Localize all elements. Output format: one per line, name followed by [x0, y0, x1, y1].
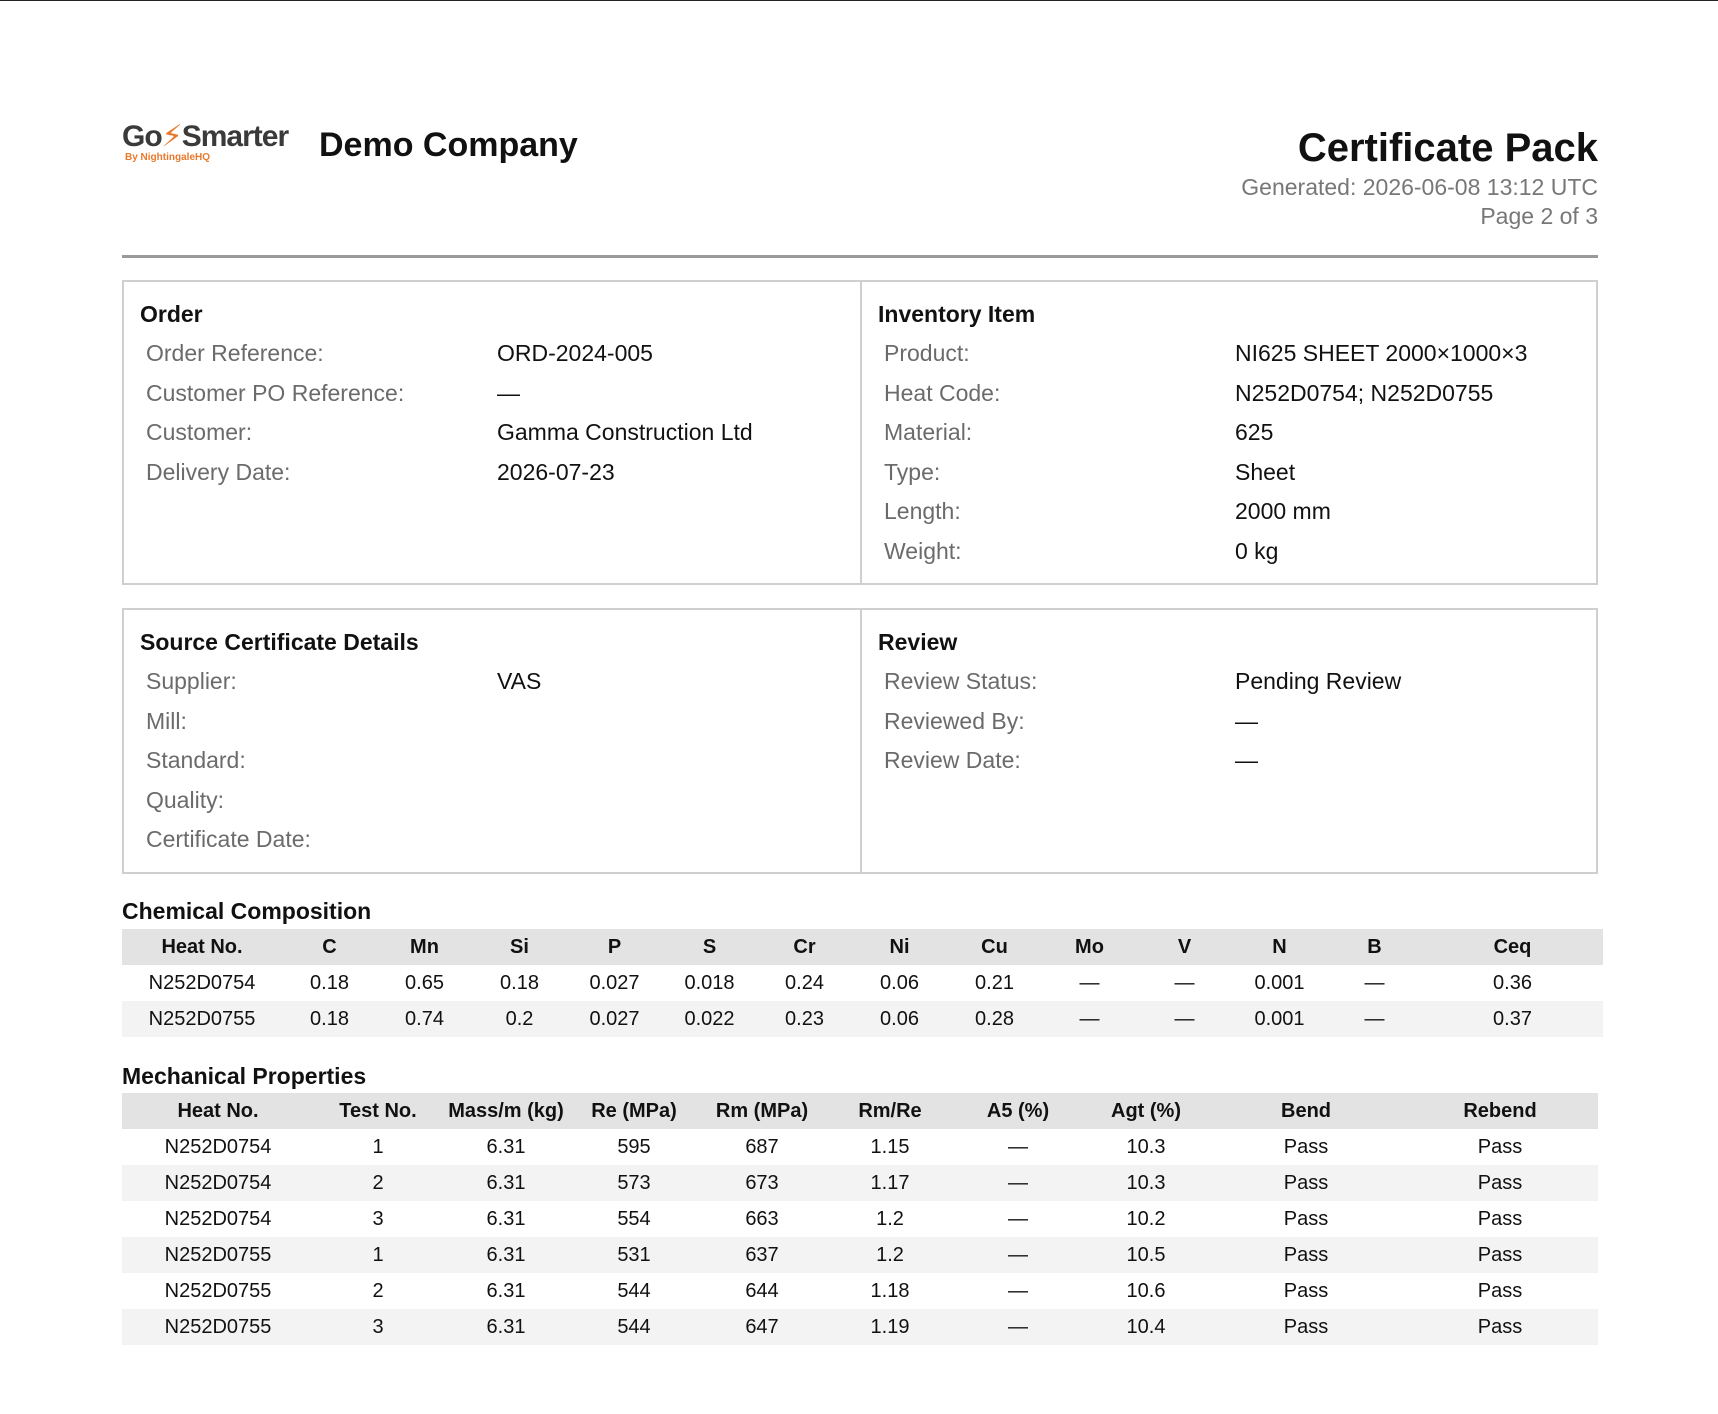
weight-row	[878, 532, 1580, 572]
document-title: Certificate Pack	[1297, 126, 1598, 170]
table-cell: —	[954, 1165, 1082, 1201]
table-cell: 0.06	[880, 971, 919, 994]
order-panel	[124, 282, 860, 583]
panel-row-order-inventory	[122, 280, 1598, 585]
table-cell: Pass	[1477, 1207, 1523, 1230]
field-label: Heat Code:	[884, 379, 1001, 406]
table-cell: 2	[372, 1279, 384, 1302]
table-row	[122, 1165, 1598, 1201]
table-cell: 647	[698, 1309, 826, 1345]
logo-text-smarter: Smarter	[181, 120, 289, 153]
field-value: Pending Review	[1235, 668, 1402, 694]
logo-text-go: Go	[122, 120, 162, 153]
field-value: 0 kg	[1235, 537, 1279, 564]
material-row	[878, 413, 1580, 453]
review-date-row	[878, 741, 1580, 781]
customer-row	[140, 413, 844, 453]
table-cell: 0.37	[1422, 1001, 1603, 1037]
field-label: Review Date:	[884, 747, 1021, 773]
column-header: Cr	[757, 929, 852, 965]
table-cell: N252D0755	[122, 1001, 282, 1037]
table-cell: —	[1042, 1001, 1137, 1037]
column-header: C	[282, 929, 377, 965]
chemical-composition-table	[122, 929, 1603, 1037]
table-cell: 10.5	[1082, 1237, 1210, 1273]
table-cell: —	[1364, 971, 1385, 994]
column-header: Rebend	[1402, 1093, 1598, 1129]
table-cell: N252D0754	[122, 1165, 314, 1201]
mechanical-properties-table	[122, 1093, 1598, 1345]
supplier-row	[140, 662, 844, 702]
column-header: N	[1232, 929, 1327, 965]
column-header: B	[1327, 929, 1422, 965]
table-cell: 1	[372, 1135, 384, 1158]
chemical-composition-title: Chemical Composition	[122, 898, 372, 924]
field-value: —	[497, 379, 520, 406]
product-row	[878, 334, 1580, 374]
table-cell: Pass	[1210, 1165, 1402, 1201]
column-header: S	[662, 929, 757, 965]
table-cell: 1	[314, 1237, 442, 1273]
column-header: Si	[472, 929, 567, 965]
field-label: Customer:	[146, 419, 253, 445]
table-row	[122, 1201, 1598, 1237]
column-header: P	[567, 929, 662, 965]
table-cell: 0.027	[589, 971, 640, 994]
table-cell: 10.3	[1082, 1165, 1210, 1201]
table-cell: 6.31	[442, 1165, 570, 1201]
delivery-date-row	[140, 453, 844, 493]
table-row	[122, 1237, 1598, 1273]
mechanical-properties-title: Mechanical Properties	[122, 1063, 367, 1089]
table-cell: 6.31	[486, 1135, 526, 1158]
field-value: N252D0754; N252D0755	[1235, 379, 1494, 406]
table-cell: 0.23	[757, 1001, 852, 1037]
table-cell: 3	[314, 1309, 442, 1345]
column-header: Heat No.	[122, 929, 282, 965]
table-cell: 6.31	[486, 1279, 526, 1302]
table-cell: N252D0755	[164, 1279, 272, 1302]
table-row	[122, 1309, 1598, 1345]
table-cell: —	[1174, 971, 1195, 994]
table-cell: N252D0754	[148, 971, 256, 994]
table-cell: 663	[745, 1207, 779, 1230]
table-row	[122, 1001, 1603, 1037]
page-header	[122, 0, 1598, 260]
inventory-panel	[860, 282, 1596, 583]
table-cell: Pass	[1283, 1279, 1329, 1302]
field-label: Mill:	[146, 707, 187, 734]
table-cell: 0.18	[500, 971, 539, 994]
field-value: 625	[1235, 419, 1274, 445]
field-label: Standard:	[146, 747, 246, 773]
column-header: Heat No.	[122, 1093, 314, 1129]
table-cell: —	[1327, 1001, 1422, 1037]
column-header: Ni	[852, 929, 947, 965]
table-cell: —	[954, 1309, 1082, 1345]
table-cell: Pass	[1402, 1309, 1598, 1345]
field-label: Supplier:	[146, 668, 237, 694]
table-row	[122, 1273, 1598, 1309]
gosmarter-logo	[122, 122, 300, 166]
table-cell: Pass	[1477, 1279, 1523, 1302]
field-value: —	[1235, 707, 1258, 734]
table-cell: 1.15	[870, 1135, 910, 1158]
table-cell: —	[1008, 1135, 1028, 1158]
table-cell: 531	[570, 1237, 698, 1273]
table-cell: Pass	[1210, 1309, 1402, 1345]
column-header: Rm/Re	[826, 1093, 954, 1129]
table-cell: Pass	[1210, 1237, 1402, 1273]
logo-subtitle: By NightingaleHQ	[125, 152, 211, 163]
table-cell: 0.74	[377, 1001, 472, 1037]
table-cell: N252D0755	[122, 1309, 314, 1345]
table-cell: Pass	[1402, 1237, 1598, 1273]
standard-row	[140, 741, 844, 781]
length-row	[878, 492, 1580, 532]
table-cell: 0.018	[684, 971, 735, 994]
table-cell: N252D0755	[122, 1237, 314, 1273]
field-value: Gamma Construction Ltd	[497, 419, 753, 445]
table-cell: 544	[570, 1309, 698, 1345]
table-cell: 0.027	[567, 1001, 662, 1037]
column-header: Bend	[1210, 1093, 1402, 1129]
order-reference-row	[140, 334, 844, 374]
table-cell: Pass	[1283, 1207, 1329, 1230]
table-cell: 0.18	[282, 1001, 377, 1037]
field-label: Review Status:	[884, 668, 1038, 694]
field-label: Customer PO Reference:	[146, 379, 405, 406]
table-cell: —	[1137, 1001, 1232, 1037]
quality-row	[140, 781, 844, 821]
table-cell: 10.4	[1082, 1309, 1210, 1345]
field-value: VAS	[497, 668, 542, 694]
field-value: NI625 SHEET 2000×1000×3	[1235, 340, 1528, 366]
field-value: 2000 mm	[1235, 498, 1331, 524]
table-cell: 573	[570, 1165, 698, 1201]
customer-po-row	[140, 374, 844, 414]
table-row	[122, 965, 1603, 1001]
column-header: Mass/m (kg)	[442, 1093, 570, 1129]
company-name: Demo Company	[319, 126, 578, 164]
table-cell: —	[1008, 1207, 1028, 1230]
table-cell: 544	[617, 1279, 651, 1302]
field-label: Delivery Date:	[146, 458, 291, 485]
table-cell: 10.6	[1126, 1279, 1166, 1302]
table-cell: 2	[314, 1165, 442, 1201]
column-header: Agt (%)	[1082, 1093, 1210, 1129]
field-label: Length:	[884, 498, 961, 524]
table-cell: 0.18	[310, 971, 349, 994]
column-header: Mn	[377, 929, 472, 965]
review-status-row	[878, 662, 1580, 702]
table-cell: 0.06	[852, 1001, 947, 1037]
table-cell: 0.022	[662, 1001, 757, 1037]
header-divider	[122, 255, 1598, 258]
review-panel-title: Review	[878, 629, 958, 655]
panel-row-source-review	[122, 608, 1598, 874]
column-header: Mo	[1042, 929, 1137, 965]
table-cell: 10.3	[1126, 1135, 1166, 1158]
column-header: Re (MPa)	[570, 1093, 698, 1129]
reviewed-by-row	[878, 702, 1580, 742]
table-cell: 673	[698, 1165, 826, 1201]
field-label: Type:	[884, 458, 941, 485]
table-cell: 687	[745, 1135, 779, 1158]
review-panel	[860, 610, 1596, 872]
column-header: Cu	[947, 929, 1042, 965]
table-cell: 554	[617, 1207, 651, 1230]
field-label: Certificate Date:	[146, 826, 311, 852]
certificate-date-row	[140, 820, 844, 860]
table-cell: 1.2	[826, 1237, 954, 1273]
table-cell: Pass	[1402, 1165, 1598, 1201]
table-cell: N252D0754	[164, 1207, 272, 1230]
column-header: Ceq	[1422, 929, 1603, 965]
field-value: Sheet	[1235, 458, 1296, 485]
inventory-panel-title: Inventory Item	[878, 301, 1036, 327]
table-cell: 0.001	[1254, 971, 1305, 994]
table-cell: 595	[617, 1135, 651, 1158]
table-cell: 6.31	[442, 1237, 570, 1273]
table-cell: 6.31	[486, 1207, 526, 1230]
heat-code-row	[878, 374, 1580, 414]
column-header: A5 (%)	[954, 1093, 1082, 1129]
column-header: Test No.	[314, 1093, 442, 1129]
field-value: 2026-07-23	[497, 458, 615, 485]
table-cell: 637	[698, 1237, 826, 1273]
table-cell: 0.28	[947, 1001, 1042, 1037]
table-cell: 1.18	[870, 1279, 910, 1302]
table-cell: Pass	[1283, 1135, 1329, 1158]
table-cell: 0.2	[472, 1001, 567, 1037]
table-cell: N252D0754	[164, 1135, 272, 1158]
column-header: V	[1137, 929, 1232, 965]
field-label: Material:	[884, 419, 973, 445]
table-header-row	[122, 929, 1603, 965]
field-label: Weight:	[884, 537, 962, 564]
table-cell: 3	[372, 1207, 384, 1230]
type-row	[878, 453, 1580, 493]
page-number: Page 2 of 3	[1480, 203, 1598, 229]
bolt-icon: ⚡	[161, 120, 182, 153]
generated-timestamp: Generated: 2026-06-08 13:12 UTC	[1241, 174, 1598, 200]
table-cell: 0.001	[1232, 1001, 1327, 1037]
source-certificate-panel	[124, 610, 860, 872]
table-header-row	[122, 1093, 1598, 1129]
table-cell: 0.65	[405, 971, 444, 994]
field-value: —	[1235, 747, 1258, 773]
source-panel-title: Source Certificate Details	[140, 629, 419, 655]
table-cell: 644	[745, 1279, 779, 1302]
table-cell: —	[1079, 971, 1100, 994]
field-label: Order Reference:	[146, 340, 324, 366]
table-cell: 0.21	[975, 971, 1014, 994]
table-cell: 1.17	[826, 1165, 954, 1201]
certificate-page	[122, 0, 1598, 1338]
table-cell: 0.36	[1493, 971, 1532, 994]
table-row	[122, 1129, 1598, 1165]
logo-wordmark	[122, 122, 288, 152]
table-cell: —	[954, 1237, 1082, 1273]
column-header: Rm (MPa)	[698, 1093, 826, 1129]
table-cell: 0.24	[785, 971, 824, 994]
field-label: Quality:	[146, 786, 224, 813]
field-label: Product:	[884, 340, 970, 366]
field-label: Reviewed By:	[884, 707, 1025, 734]
table-cell: 6.31	[442, 1309, 570, 1345]
order-panel-title: Order	[140, 301, 203, 327]
table-cell: —	[1008, 1279, 1028, 1302]
field-value: ORD-2024-005	[497, 340, 653, 366]
table-cell: 10.2	[1126, 1207, 1166, 1230]
mill-row	[140, 702, 844, 742]
table-cell: Pass	[1477, 1135, 1523, 1158]
table-cell: 1.2	[876, 1207, 904, 1230]
table-cell: 1.19	[826, 1309, 954, 1345]
